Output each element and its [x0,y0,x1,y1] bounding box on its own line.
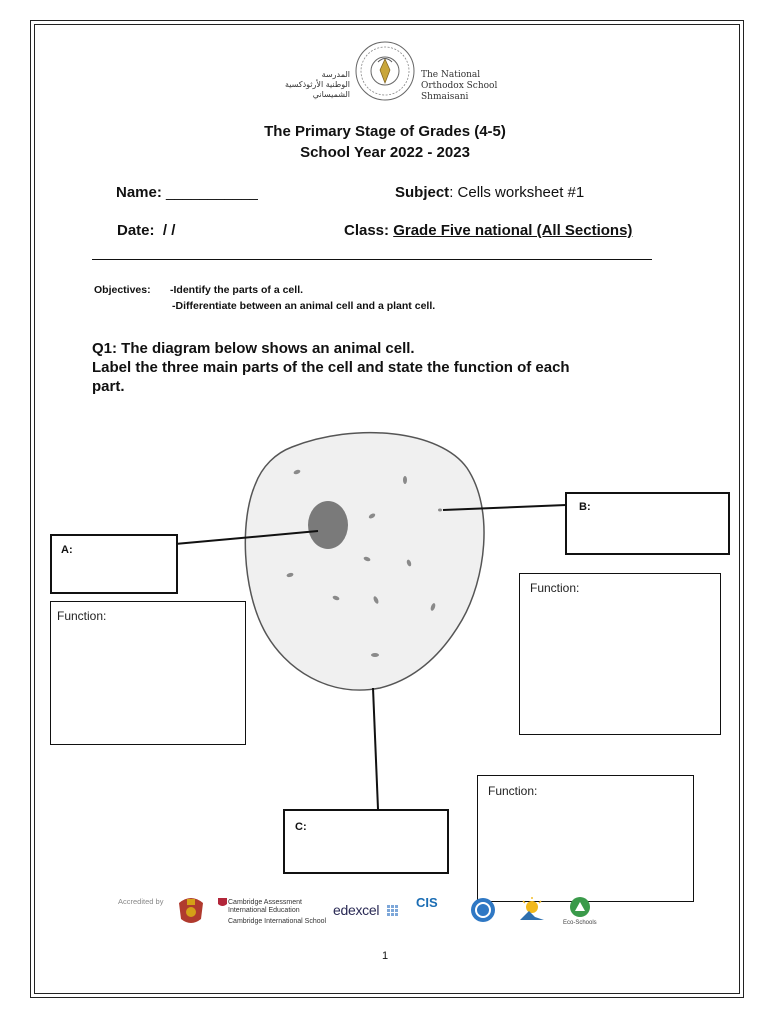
question-line: part. [92,378,125,395]
date-value: / / [162,222,176,239]
eco-schools-logo: Eco-Schools [563,920,597,926]
name-label: Name: [116,184,162,201]
function-label: Function: [488,784,538,798]
page-number: 1 [381,950,389,962]
pointer-c [373,688,378,809]
nucleus [308,501,348,549]
school-name-en-line: The National [421,70,481,80]
cis-logo: CIS [416,895,438,910]
cambridge-line: Cambridge International School [228,918,327,925]
objectives-label: Objectives: [94,284,151,296]
label-c: C: [295,821,307,833]
question-line: Q1: The diagram below shows an animal cell. [92,340,415,357]
function-box-b[interactable] [519,573,721,735]
label-box-b[interactable] [565,492,730,555]
edexcel-logo: edexcel [333,902,380,918]
school-name-ar-line: الشميساني [312,90,350,99]
accredited-by-text: Accredited by [118,897,164,906]
stage-title: The Primary Stage of Grades (4-5) [264,123,506,140]
objective-item: -Identify the parts of a cell. [170,284,304,296]
cambridge-line: Cambridge Assessment [228,899,302,906]
name-blank: ___________ [166,184,258,201]
label-a: A: [61,544,73,556]
class-label: Class: [344,222,390,239]
label-box-c[interactable] [283,809,449,874]
school-name-en-line: Orthodox School [421,81,498,91]
function-box-c[interactable] [477,775,694,902]
subject-label: Subject [395,184,450,201]
date-label: Date: [117,222,155,239]
cambridge-logo [228,899,326,926]
eco-schools-icon [569,896,591,918]
cell-membrane [245,433,484,690]
objective-item: -Differentiate between an animal cell and a plant cell. [172,300,436,312]
ib-logo-icon [470,897,496,923]
question-line: Label the three main parts of the cell and state the function of each [92,359,570,376]
function-box-a[interactable] [50,601,246,745]
function-label: Function: [57,609,107,623]
jordan-crest-icon [176,893,206,927]
sun-logo-icon [517,896,547,924]
school-name-ar-line: الوطنية الأرثوذكسية [284,80,350,89]
cambridge-line: International Education [228,907,300,914]
label-box-a[interactable] [50,534,178,594]
class-value: Grade Five national (All Sections) [393,222,633,239]
function-label: Function: [530,581,580,595]
label-b: B: [579,501,591,513]
subject-value: : Cells worksheet #1 [449,184,585,201]
cambridge-shield-icon [218,898,227,908]
edexcel-grid-icon [387,905,399,917]
school-name-en-line: Shmaisani [421,92,469,102]
school-year: School Year 2022 - 2023 [300,144,470,161]
school-name-ar-line: المدرسة [321,70,350,79]
